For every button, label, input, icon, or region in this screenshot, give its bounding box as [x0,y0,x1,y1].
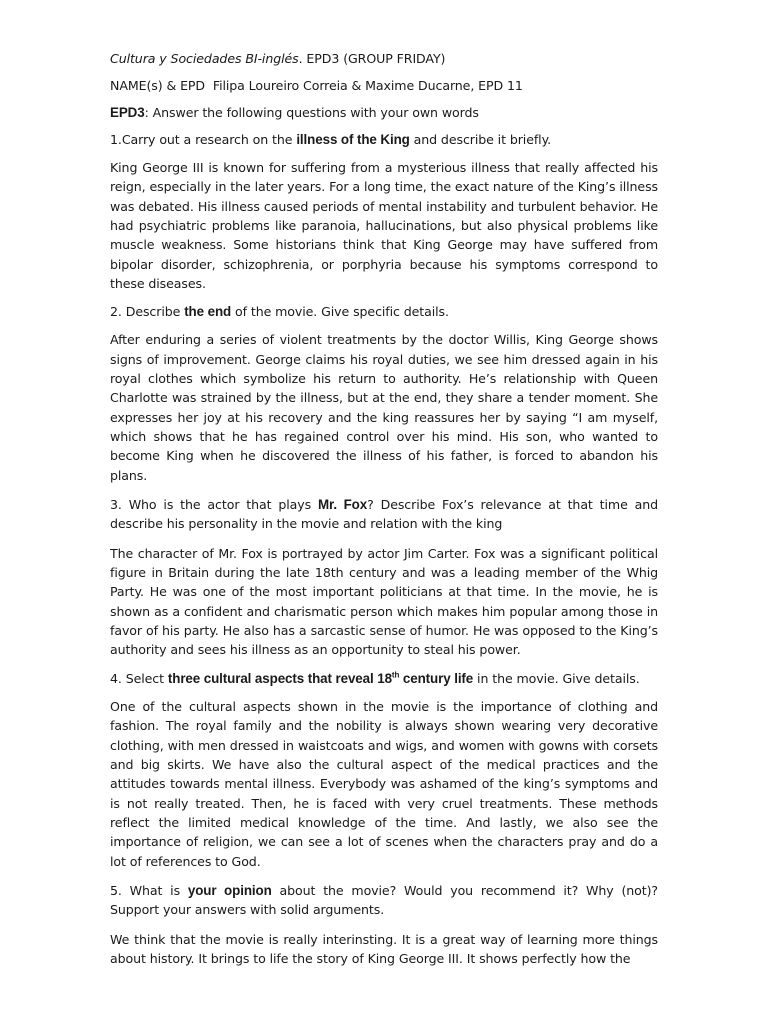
question-2-text: 2. Describe [110,304,185,320]
course-group: . EPD3 (GROUP FRIDAY) [298,51,446,66]
question-2-emphasis: the end [184,304,232,320]
question-3-text: 3. Who is the actor that plays [110,497,318,513]
answer-4: One of the cultural aspects shown in the movie is the importance of clothing and fashion. The royal family and the nobility is always shown wearing very decorative clothing, with men dressed in waistcoats and wigs, and women with gowns with corsets and big skirts. We have also the cultural aspect of the medical practices and the attitudes towards mental illness. Everybody was ashamed of the king’s symptoms and is not really treated. Then, he is faced with very cruel treatments. These methods reflect the limited medical knowledge of the time. And lastly, we also see the importance of religion, we can see a lot of scenes when the characters pray and do a lot of references to God. [110,698,658,869]
question-1-emphasis: illness of the King [296,132,410,147]
question-4-emphasis-b: century life [399,670,474,686]
question-4-emphasis-a: three cultural aspects that reveal 18 [167,670,392,686]
question-5-emphasis: your opinion [187,882,272,898]
question-1 [110,131,658,148]
names-line [110,77,658,94]
course-title: Cultura y Sociedades BI-inglés [110,51,299,66]
question-4-superscript: th [391,670,400,680]
answer-2: After enduring a series of violent treatments by the doctor Willis, King George shows signs of improvement. George claims his royal duties, we see him dressed again in his royal clothes which symbolize his return to authority. He’s relationship with Queen Charlotte was strained by the illness, but at the end, they share a tender moment. She expresses her joy at his recovery and the king reassures her by saying “I am myself, which shows that he has regained control over his mind. His son, who wanted to become King when he discovered the illness of his father, is forced to abandon his plans. [110,332,658,483]
answer-3: The character of Mr. Fox is portrayed by actor Jim Carter. Fox was a significant political figure in Britain during the late 18th century and was a leading member of the Whig Party. He was one of the most important politicians at that time. In the movie, he is shown as a confident and charismatic person which makes him popular among those in favor of his party. He also has a sarcastic sense of humor. He was opposed to the King’s authority and sees his illness as an opportunity to steal his power. [110,545,658,658]
question-4-emphasis [168,671,473,686]
question-4 [110,670,658,687]
question-1-tail: and describe it briefly. [409,132,552,147]
question-3-emphasis: Mr. Fox [317,497,368,513]
question-5-tail: about the movie? Would you recommend it? Why (not)? Support your answers with solid arguments. [110,882,658,918]
question-2-tail: of the movie. Give specific details. [231,304,449,320]
epd-label: EPD3 [110,105,145,120]
question-3 [110,495,658,534]
course-line [110,50,658,67]
epd-instruction: : Answer the following questions with your own words [144,105,479,120]
question-2 [110,303,658,320]
question-1-text: 1.Carry out a research on the [110,132,297,147]
answer-5: We think that the movie is really interinsting. It is a great way of learning more things about history. It brings to life the story of King George III. It shows perfectly how the [110,931,658,966]
question-5 [110,881,658,920]
question-5-text: 5. What is [110,882,188,898]
question-3-tail: ? Describe Fox’s relevance at that time and describe his personality in the movie and relation with the king [110,497,658,532]
question-4-tail: in the movie. Give details. [473,670,640,686]
names-value: Filipa Loureiro Correia & Maxime Ducarne, EPD 11 [212,78,523,93]
answer-1: King George III is known for suffering from a mysterious illness that really affected his reign, especially in the later years. For a long time, the exact nature of the King’s illness was debated. His illness caused periods of mental instability and turbulent behavior. He had psychiatric problems like paranoia, hallucinations, but also physical problems like muscle weakness. Some historians think that King George may have suffered from bipolar disorder, schizophrenia, or porphyria because his symptoms correspond to these diseases. [110,160,658,292]
question-4-text: 4. Select [110,670,168,686]
epd-instruction-line [110,104,658,121]
names-label: NAME(s) & EPD [110,78,206,93]
